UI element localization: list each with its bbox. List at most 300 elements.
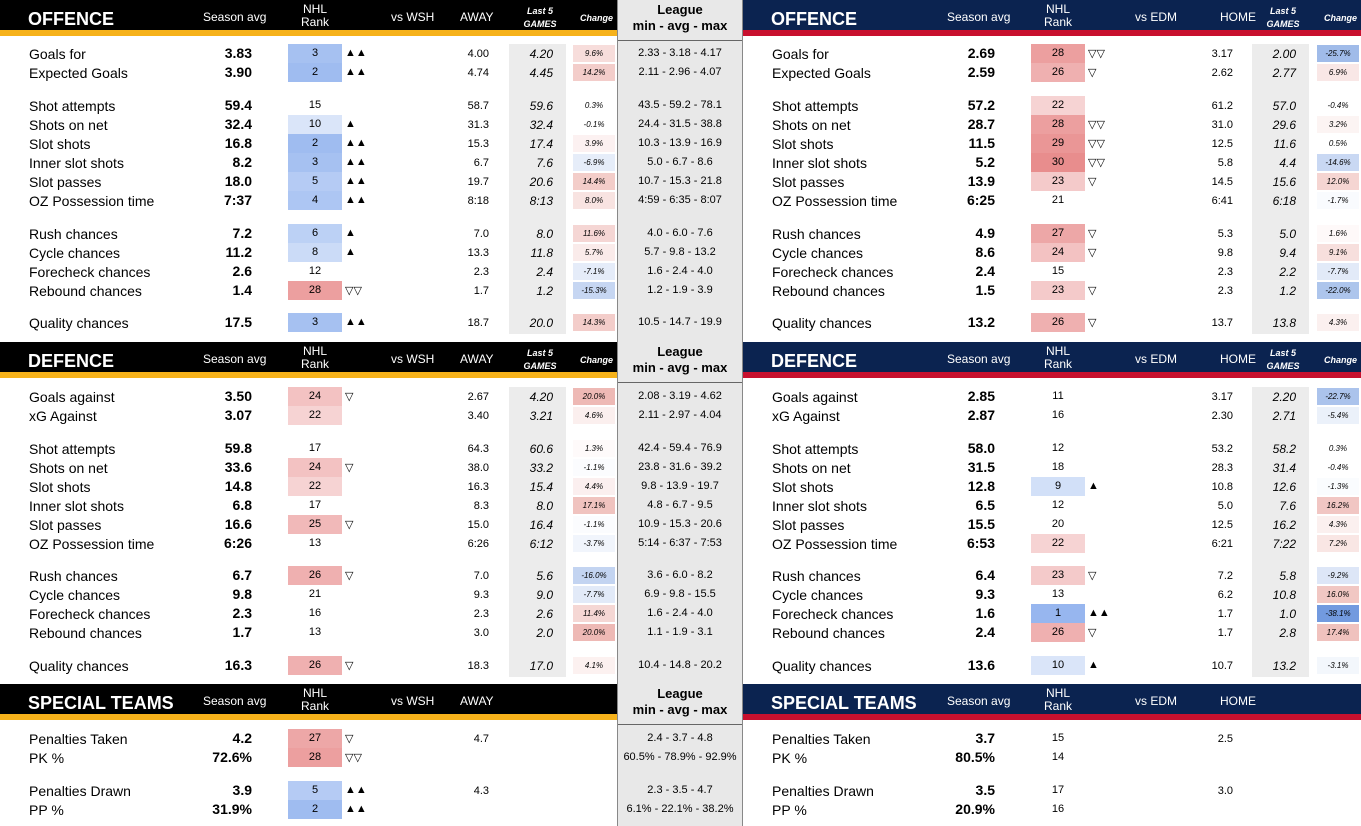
- last5-value: 4.45: [529, 66, 553, 80]
- change-value: -6.9%: [573, 154, 615, 171]
- edm-stat-row: [0, 623, 617, 642]
- edm-last5-bottom: GAMES: [523, 361, 557, 371]
- season-avg-value: 8.2: [232, 154, 252, 170]
- edm-stat-row: [0, 224, 617, 243]
- wsh-loc-label: HOME: [1220, 352, 1256, 366]
- wsh-season-avg-label: Season avg: [947, 10, 1011, 24]
- edm-rank-label: Rank: [300, 699, 329, 713]
- venue-value: 12.5: [1211, 519, 1233, 531]
- wsh-stat-row: [743, 243, 1361, 262]
- rank-trend-icon: ▽: [345, 570, 354, 582]
- venue-value: 7.2: [1217, 570, 1233, 582]
- stat-name: Inner slot shots: [29, 498, 124, 514]
- last5-value: 7:22: [1272, 537, 1296, 551]
- nhl-rank-value: 4: [288, 191, 342, 210]
- wsh-stat-row: [743, 96, 1361, 115]
- venue-value: 6:41: [1211, 195, 1233, 207]
- league-range-value: 2.3 - 3.5 - 4.7: [647, 784, 713, 796]
- nhl-rank-value: 23: [1031, 281, 1085, 300]
- venue-value: 4.00: [467, 48, 489, 60]
- rank-trend-icon: ▲▲: [345, 156, 367, 168]
- change-value: 17.4%: [1317, 624, 1359, 641]
- rank-trend-icon: ▽▽: [1088, 138, 1105, 150]
- nhl-rank-value: 15: [1051, 265, 1065, 277]
- league-range-value: 2.08 - 3.19 - 4.62: [638, 390, 722, 402]
- change-value: -7.7%: [1317, 263, 1359, 280]
- league-divider: [618, 40, 742, 41]
- edm-stat-row: [0, 44, 617, 63]
- change-value: -15.3%: [573, 282, 615, 299]
- edm-nhl-rank-label: [288, 3, 342, 29]
- stat-name: OZ Possession time: [29, 193, 155, 209]
- nhl-rank-value: 15: [308, 99, 322, 111]
- season-avg-value: 2.4: [975, 263, 995, 279]
- change-value: 4.6%: [573, 407, 615, 424]
- league-range-value: 4.8 - 6.7 - 9.5: [647, 499, 713, 511]
- wsh-stat-row: [743, 262, 1361, 281]
- change-value: -9.2%: [1317, 567, 1359, 584]
- rank-trend-icon: ▽▽: [345, 285, 362, 297]
- league-range-value: 24.4 - 31.5 - 38.8: [638, 118, 722, 130]
- wsh-stat-row: [743, 585, 1361, 604]
- season-avg-value: 3.9: [232, 782, 252, 798]
- change-value: 0.5%: [1328, 139, 1348, 148]
- last5-value: 1.2: [536, 284, 553, 298]
- stat-name: Forecheck chances: [29, 264, 151, 280]
- edm-vs-label: vs WSH: [391, 352, 435, 366]
- season-avg-value: 31.9%: [212, 801, 252, 817]
- venue-value: 6:26: [467, 538, 489, 550]
- edm-stat-row: [0, 406, 617, 425]
- wsh-stat-row: [743, 406, 1361, 425]
- nhl-rank-value: 2: [288, 134, 342, 153]
- league-range-label: min - avg - max: [632, 18, 728, 33]
- season-avg-value: 80.5%: [955, 749, 995, 765]
- change-value: -0.4%: [1327, 101, 1349, 110]
- change-value: -1.1%: [573, 516, 615, 533]
- nhl-rank-value: 18: [1051, 461, 1065, 473]
- change-value: -3.7%: [573, 535, 615, 552]
- rank-trend-icon: ▲▲: [345, 194, 367, 206]
- wsh-change-label: Change: [1324, 355, 1358, 365]
- wsh-last5-bottom: GAMES: [1266, 361, 1300, 371]
- last5-value: 11.8: [530, 246, 553, 260]
- edm-stat-row: [0, 96, 617, 115]
- stat-name: Penalties Drawn: [772, 783, 874, 799]
- last5-value: 3.21: [529, 409, 553, 423]
- league-range-value: 5:14 - 6:37 - 7:53: [638, 537, 722, 549]
- rank-trend-icon: ▲: [345, 227, 356, 239]
- change-value: 1.6%: [1317, 225, 1359, 242]
- league-range-value: 23.8 - 31.6 - 39.2: [638, 461, 722, 473]
- wsh-last5-top: Last 5: [1269, 348, 1296, 358]
- change-value: 14.2%: [573, 64, 615, 81]
- change-value: 1.3%: [573, 440, 615, 457]
- season-avg-value: 3.83: [224, 45, 252, 61]
- venue-value: 64.3: [467, 443, 489, 455]
- venue-value: 15.0: [467, 519, 489, 531]
- edm-stat-row: [0, 262, 617, 281]
- edm-stat-row: [0, 496, 617, 515]
- stat-name: Forecheck chances: [772, 264, 894, 280]
- nhl-rank-value: 22: [1031, 96, 1085, 115]
- wsh-nhl-rank-label: [1031, 687, 1085, 713]
- venue-value: 14.5: [1211, 176, 1233, 188]
- stat-name: Shot attempts: [772, 98, 859, 114]
- wsh-stat-row: [743, 496, 1361, 515]
- nhl-rank-value: 12: [1051, 499, 1065, 511]
- league-label: League: [657, 2, 703, 17]
- season-avg-value: 3.90: [224, 64, 252, 80]
- last5-value: 17.4: [529, 137, 553, 151]
- last5-value: 15.6: [1272, 175, 1296, 189]
- season-avg-value: 1.7: [232, 624, 252, 640]
- edm-stat-row: [0, 781, 617, 800]
- last5-value: 4.4: [1279, 156, 1296, 170]
- venue-value: 15.3: [467, 138, 489, 150]
- season-avg-value: 2.69: [967, 45, 995, 61]
- edm-last5-label: [520, 5, 560, 31]
- change-value: 17.1%: [573, 497, 615, 514]
- edm-stat-row: [0, 243, 617, 262]
- nhl-rank-value: 14: [1051, 751, 1065, 763]
- edm-change-label: Change: [580, 355, 614, 365]
- venue-value: 8.3: [473, 500, 489, 512]
- edm-vs-label: vs WSH: [391, 10, 435, 24]
- wsh-vs-label: vs EDM: [1135, 694, 1177, 708]
- rank-trend-icon: ▽: [1088, 176, 1097, 188]
- season-avg-value: 3.50: [224, 388, 252, 404]
- wsh-stat-row: [743, 534, 1361, 553]
- stat-name: OZ Possession time: [29, 536, 155, 552]
- rank-trend-icon: ▽▽: [1088, 119, 1105, 131]
- last5-value: 1.0: [1279, 607, 1296, 621]
- season-avg-value: 6.5: [975, 497, 995, 513]
- stat-name: Rush chances: [29, 568, 118, 584]
- venue-value: 2.3: [1217, 266, 1233, 278]
- venue-value: 5.0: [1217, 500, 1233, 512]
- wsh-stat-row: [743, 224, 1361, 243]
- rank-trend-icon: ▽: [1088, 317, 1097, 329]
- wsh-stat-row: [743, 63, 1361, 82]
- venue-value: 13.3: [467, 247, 489, 259]
- venue-value: 5.8: [1217, 157, 1233, 169]
- edm-stat-row: [0, 281, 617, 300]
- wsh-nhl-rank-label: [1031, 3, 1085, 29]
- nhl-rank-value: 28: [288, 748, 342, 767]
- league-range-value: 43.5 - 59.2 - 78.1: [638, 99, 722, 111]
- league-range-value: 1.2 - 1.9 - 3.9: [647, 284, 713, 296]
- wsh-stat-row: [743, 115, 1361, 134]
- season-avg-value: 16.6: [224, 516, 252, 532]
- change-value: 3.9%: [573, 135, 615, 152]
- wsh-rank-label: Rank: [1043, 15, 1072, 29]
- rank-trend-icon: ▽: [1088, 228, 1097, 240]
- wsh-header-stripe: [743, 372, 1361, 378]
- last5-value: 57.0: [1272, 99, 1296, 113]
- edm-season-avg-label: Season avg: [203, 352, 267, 366]
- wsh-header-stripe: [743, 714, 1361, 720]
- wsh-stat-row: [743, 191, 1361, 210]
- wsh-stat-row: [743, 781, 1361, 800]
- stat-name: Quality chances: [29, 315, 129, 331]
- season-avg-value: 3.7: [975, 730, 995, 746]
- last5-value: 59.6: [529, 99, 553, 113]
- change-value: 8.0%: [573, 192, 615, 209]
- last5-value: 2.2: [1279, 265, 1296, 279]
- season-avg-value: 12.8: [967, 478, 995, 494]
- change-value: -22.7%: [1317, 388, 1359, 405]
- league-range-value: 10.5 - 14.7 - 19.9: [638, 316, 722, 328]
- league-divider: [618, 382, 742, 383]
- edm-stat-row: [0, 800, 617, 819]
- wsh-loc-label: HOME: [1220, 10, 1256, 24]
- league-label: League: [657, 686, 703, 701]
- nhl-rank-value: 26: [1031, 623, 1085, 642]
- stat-name: Forecheck chances: [29, 606, 151, 622]
- change-value: -7.1%: [573, 263, 615, 280]
- wsh-section-title: OFFENCE: [771, 9, 858, 29]
- last5-value: 8.0: [536, 227, 553, 241]
- wsh-change-label: Change: [1324, 13, 1358, 23]
- last5-value: 5.8: [1279, 569, 1296, 583]
- wsh-header-stripe: [743, 30, 1361, 36]
- rank-trend-icon: ▽: [345, 660, 354, 672]
- rank-trend-icon: ▽▽: [1088, 157, 1105, 169]
- nhl-rank-value: 22: [288, 406, 342, 425]
- rank-trend-icon: ▲▲: [345, 47, 367, 59]
- last5-value: 5.0: [1279, 227, 1296, 241]
- nhl-rank-value: 28: [288, 281, 342, 300]
- last5-value: 2.00: [1272, 47, 1296, 61]
- stat-name: Slot shots: [772, 479, 834, 495]
- season-avg-value: 4.2: [232, 730, 252, 746]
- stat-name: Slot shots: [29, 136, 91, 152]
- nhl-rank-value: 24: [288, 387, 342, 406]
- venue-value: 1.7: [1217, 608, 1233, 620]
- season-avg-value: 3.5: [975, 782, 995, 798]
- league-range-value: 10.9 - 15.3 - 20.6: [638, 518, 722, 530]
- stat-name: Shot attempts: [29, 441, 116, 457]
- change-value: -1.3%: [1317, 478, 1359, 495]
- last5-value: 2.4: [536, 265, 553, 279]
- nhl-rank-value: 21: [1051, 194, 1065, 206]
- change-value: 11.6%: [573, 225, 615, 242]
- venue-value: 1.7: [1217, 627, 1233, 639]
- stat-name: Inner slot shots: [772, 498, 867, 514]
- nhl-rank-value: 15: [1051, 732, 1065, 744]
- nhl-rank-value: 30: [1031, 153, 1085, 172]
- nhl-rank-value: 17: [308, 442, 322, 454]
- season-avg-value: 3.07: [224, 407, 252, 423]
- stat-name: PP %: [772, 802, 807, 818]
- stat-name: Shots on net: [29, 117, 108, 133]
- edm-stat-row: [0, 656, 617, 675]
- nhl-rank-value: 28: [1031, 44, 1085, 63]
- edm-section-header: [0, 684, 617, 720]
- stat-name: Slot shots: [772, 136, 834, 152]
- change-value: -1.1%: [573, 459, 615, 476]
- nhl-rank-value: 26: [288, 566, 342, 585]
- venue-value: 10.7: [1211, 660, 1233, 672]
- last5-value: 12.6: [1272, 480, 1296, 494]
- change-value: 14.4%: [573, 173, 615, 190]
- nhl-rank-value: 27: [288, 729, 342, 748]
- season-avg-value: 57.2: [967, 97, 995, 113]
- edm-nhl-rank-label: [288, 345, 342, 371]
- league-range-label: min - avg - max: [632, 360, 728, 375]
- last5-value: 10.8: [1272, 588, 1296, 602]
- edm-stat-row: [0, 313, 617, 332]
- edm-rank-label: Rank: [300, 15, 329, 29]
- change-value: -16.0%: [573, 567, 615, 584]
- edm-last5-top: Last 5: [526, 348, 553, 358]
- stat-name: Cycle chances: [772, 587, 864, 603]
- league-range-value: 6.1% - 22.1% - 38.2%: [626, 803, 734, 815]
- stat-name: PK %: [772, 750, 808, 766]
- edm-stat-row: [0, 134, 617, 153]
- last5-value: 2.71: [1272, 409, 1296, 423]
- season-avg-value: 16.8: [224, 135, 252, 151]
- venue-value: 4.74: [467, 67, 489, 79]
- venue-value: 4.7: [473, 733, 489, 745]
- stat-name: OZ Possession time: [772, 536, 898, 552]
- nhl-rank-value: 2: [288, 800, 342, 819]
- last5-value: 16.4: [529, 518, 553, 532]
- venue-value: 6:21: [1211, 538, 1233, 550]
- edm-section-header: [0, 342, 617, 378]
- venue-value: 38.0: [467, 462, 489, 474]
- stat-name: Goals against: [772, 389, 858, 405]
- venue-value: 18.3: [467, 660, 489, 672]
- season-avg-value: 28.7: [967, 116, 995, 132]
- wsh-stat-row: [743, 172, 1361, 191]
- change-value: -0.4%: [1327, 463, 1349, 472]
- stat-name: Shots on net: [772, 460, 851, 476]
- last5-value: 33.2: [529, 461, 553, 475]
- season-avg-value: 2.87: [967, 407, 995, 423]
- rank-trend-icon: ▽: [345, 462, 354, 474]
- stat-name: Quality chances: [29, 658, 129, 674]
- nhl-rank-value: 10: [1031, 656, 1085, 675]
- change-value: 11.4%: [573, 605, 615, 622]
- stat-name: Quality chances: [772, 658, 872, 674]
- stat-name: Goals for: [29, 46, 86, 62]
- edm-stat-row: [0, 439, 617, 458]
- stat-name: Shots on net: [772, 117, 851, 133]
- rank-trend-icon: ▽▽: [1088, 48, 1105, 60]
- nhl-rank-value: 24: [1031, 243, 1085, 262]
- last5-value: 31.4: [1272, 461, 1296, 475]
- edm-section-title: SPECIAL TEAMS: [28, 693, 174, 713]
- change-value: 16.2%: [1317, 497, 1359, 514]
- rank-trend-icon: ▲: [1088, 480, 1099, 492]
- season-avg-value: 33.6: [224, 459, 252, 475]
- season-avg-value: 13.6: [967, 657, 995, 673]
- season-avg-value: 31.5: [967, 459, 995, 475]
- edm-last5-label: [520, 347, 560, 373]
- rank-trend-icon: ▲▲: [345, 137, 367, 149]
- rank-trend-icon: ▲: [345, 118, 356, 130]
- edm-stat-row: [0, 63, 617, 82]
- last5-value: 11.6: [1273, 137, 1296, 151]
- season-avg-value: 1.4: [232, 282, 252, 298]
- last5-value: 6:12: [529, 537, 553, 551]
- wsh-stat-row: [743, 134, 1361, 153]
- stat-name: Rush chances: [29, 226, 118, 242]
- venue-value: 6.7: [473, 157, 489, 169]
- wsh-vs-label: vs EDM: [1135, 10, 1177, 24]
- venue-value: 6.2: [1217, 589, 1233, 601]
- last5-value: 15.4: [529, 480, 553, 494]
- rank-trend-icon: ▲▲: [345, 66, 367, 78]
- stat-name: Shot attempts: [29, 98, 116, 114]
- wsh-stat-row: [743, 281, 1361, 300]
- change-value: 9.6%: [573, 45, 615, 62]
- edm-stat-row: [0, 585, 617, 604]
- venue-value: 2.3: [473, 266, 489, 278]
- last5-value: 7.6: [536, 156, 553, 170]
- league-range-value: 2.11 - 2.96 - 4.07: [638, 66, 722, 78]
- nhl-rank-value: 3: [288, 313, 342, 332]
- season-avg-value: 6.8: [232, 497, 252, 513]
- edm-stat-row: [0, 191, 617, 210]
- wsh-stat-row: [743, 623, 1361, 642]
- edm-stat-row: [0, 458, 617, 477]
- venue-value: 3.17: [1211, 391, 1233, 403]
- stat-name: Penalties Taken: [29, 731, 128, 747]
- league-range-label: min - avg - max: [632, 702, 728, 717]
- stat-name: Cycle chances: [29, 245, 121, 261]
- league-header: [618, 2, 742, 38]
- wsh-stat-row: [743, 604, 1361, 623]
- nhl-rank-value: 10: [288, 115, 342, 134]
- league-range-value: 5.7 - 9.8 - 13.2: [644, 246, 716, 258]
- wsh-section-title: DEFENCE: [771, 351, 858, 371]
- stat-name: Slot passes: [29, 174, 102, 190]
- season-avg-value: 4.9: [975, 225, 995, 241]
- edm-stat-row: [0, 534, 617, 553]
- edm-stat-row: [0, 515, 617, 534]
- nhl-rank-value: 3: [288, 153, 342, 172]
- stat-name: Shot attempts: [772, 441, 859, 457]
- season-avg-value: 6:25: [966, 192, 995, 208]
- venue-value: 2.3: [473, 608, 489, 620]
- last5-value: 2.6: [536, 607, 553, 621]
- stat-name: Expected Goals: [29, 65, 128, 81]
- rank-trend-icon: ▽: [345, 519, 354, 531]
- venue-value: 4.3: [473, 785, 489, 797]
- nhl-rank-value: 26: [288, 656, 342, 675]
- season-avg-value: 7.2: [232, 225, 252, 241]
- season-avg-value: 5.2: [975, 154, 995, 170]
- wsh-stat-row: [743, 477, 1361, 496]
- wsh-stat-row: [743, 439, 1361, 458]
- stat-name: Rebound chances: [29, 283, 142, 299]
- league-range-value: 5.0 - 6.7 - 8.6: [647, 156, 713, 168]
- venue-value: 18.7: [467, 317, 489, 329]
- league-range-value: 1.6 - 2.4 - 4.0: [647, 607, 713, 619]
- rank-trend-icon: ▽: [1088, 285, 1097, 297]
- venue-value: 2.3: [1217, 285, 1233, 297]
- league-divider: [618, 724, 742, 725]
- edm-loc-label: AWAY: [460, 694, 494, 708]
- change-value: 6.9%: [1317, 64, 1359, 81]
- wsh-nhl-label: NHL: [1045, 686, 1070, 700]
- stat-name: Rush chances: [772, 226, 861, 242]
- wsh-loc-label: HOME: [1220, 694, 1256, 708]
- nhl-rank-value: 2: [288, 63, 342, 82]
